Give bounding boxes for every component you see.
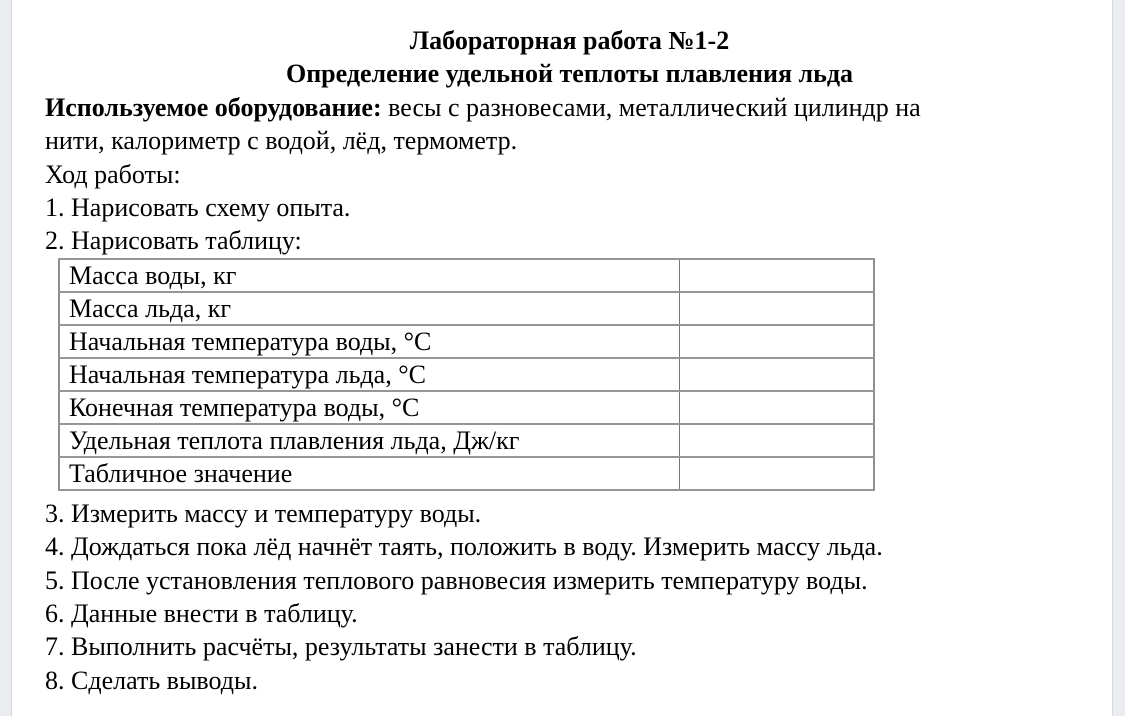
table-row-label: Табличное значение [59, 457, 679, 490]
equipment-line-2: нити, калориметр с водой, лёд, термометр. [45, 126, 518, 156]
table-value-cell [679, 391, 874, 424]
procedure-steps-after-table [45, 497, 1094, 697]
procedure-step-4: 4. Дождаться пока лёд начнёт таять, положить в воду. Измерить массу льда. [45, 532, 883, 562]
table-value-cell [679, 292, 874, 325]
table-value-cell [679, 358, 874, 391]
document-content [12, 0, 1112, 697]
table-row-label: Масса льда, кг [59, 292, 679, 325]
document-subtitle: Определение удельной теплоты плавления льда [285, 59, 854, 89]
table-row [59, 292, 874, 325]
table-value-cell [679, 424, 874, 457]
table-row-label: Начальная температура воды, °С [59, 325, 679, 358]
table-row-label: Удельная теплота плавления льда, Дж/кг [59, 424, 679, 457]
procedure-step-3: 3. Измерить массу и температуру воды. [45, 498, 482, 528]
procedure-step-6: 6. Данные внести в таблицу. [45, 599, 358, 629]
equipment-text-part1: весы с разновесами, металлический цилиндр на [381, 92, 921, 122]
procedure-step-7: 7. Выполнить расчёты, результаты занести в таблицу. [45, 632, 637, 662]
measurements-table [58, 258, 875, 491]
table-row-label: Конечная температура воды, °С [59, 391, 679, 424]
document-title: Лабораторная работа №1-2 [409, 26, 730, 55]
equipment-label: Используемое оборудование: [45, 92, 382, 122]
table-row [59, 325, 874, 358]
table-row [59, 391, 874, 424]
equipment-line-1 [45, 91, 1094, 124]
procedure-step-8: 8. Сделать выводы. [45, 665, 258, 695]
table-value-cell [679, 325, 874, 358]
table-row-label: Начальная температура льда, °С [59, 358, 679, 391]
table-value-cell [679, 457, 874, 490]
procedure-step-5: 5. После установления теплового равновесия измерить температуру воды. [45, 565, 868, 595]
table-value-cell [679, 259, 874, 292]
table-row [59, 259, 874, 292]
document-page [11, 0, 1113, 716]
table-row [59, 457, 874, 490]
table-row [59, 358, 874, 391]
procedure-step-1: 1. Нарисовать схему опыта. [45, 193, 351, 223]
table-row-label: Масса воды, кг [59, 259, 679, 292]
procedure-step-2: 2. Нарисовать таблицу: [45, 226, 302, 256]
table-row [59, 424, 874, 457]
procedure-heading: Ход работы: [45, 159, 181, 189]
